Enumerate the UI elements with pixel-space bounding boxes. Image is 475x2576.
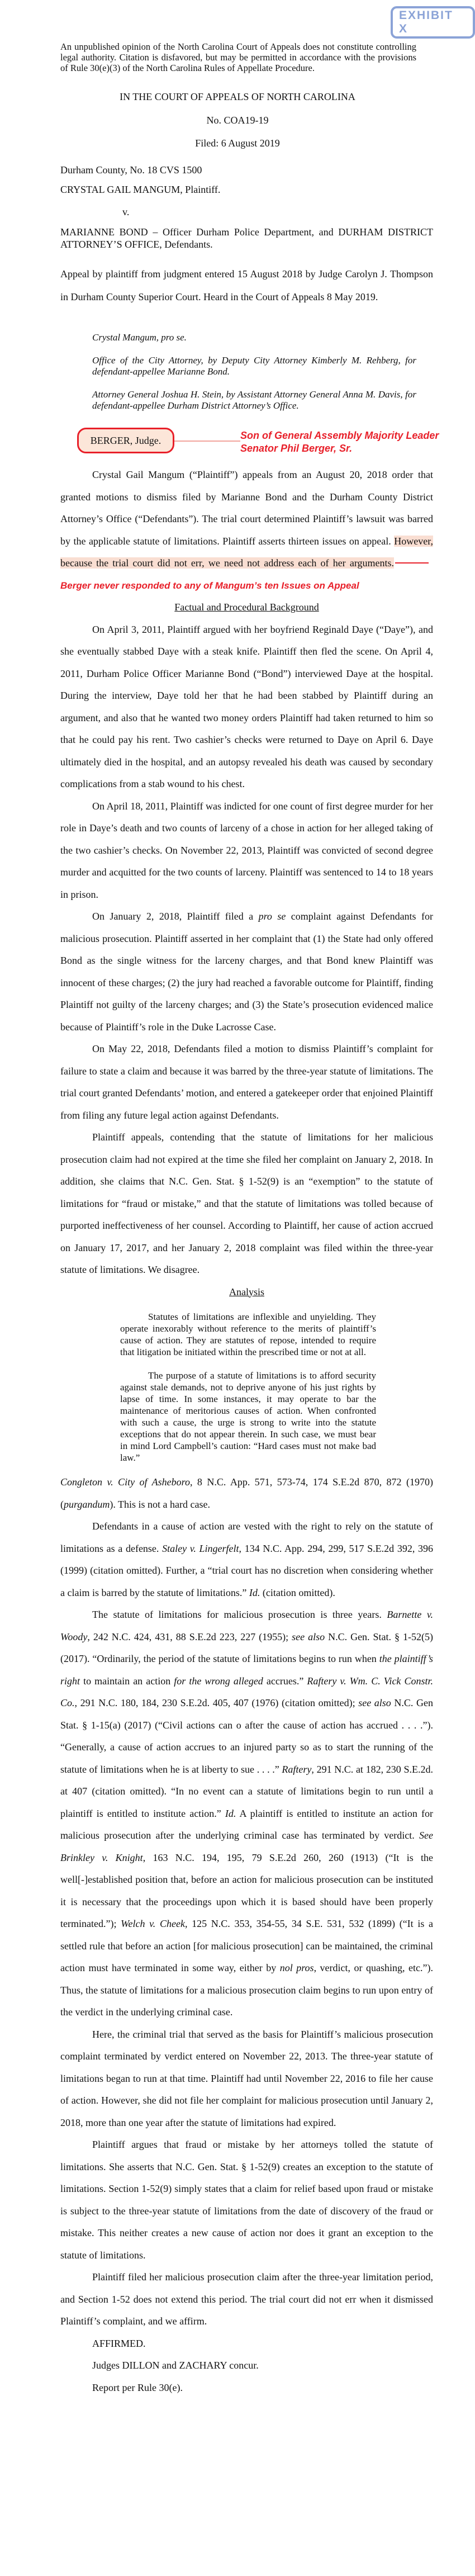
callout-line [174,441,240,442]
italic-text: pro se [258,911,286,922]
paragraph: Plaintiff argues that fraud or mistake by her attorneys tolled the statute of limitations. She asserts that N.C. Gen. Stat. § 1-52(9) creates an exception to the statute of limitations. Section 1-52(9) simply states that a claim for relief based upon fraud or mistake is subject to the three-year statute of limitations from the date of discovery of the fraud or mistake. This neither creates a new cause of action nor does it grant an exception to the statute of limitations. [60,2139,433,2261]
highlighted-text: However, because the trial court did not err, we need not address each of her arguments. [60,535,433,569]
judge-name: BERGER, Judge. [90,434,162,446]
paragraph: On January 2, 2018, Plaintiff filed a pro se complaint against Defendants for malicious prosecution. Plaintiff asserted in her complaint that (1) the State had only offered Bond as the single witness for the larceny charges, and that Bond knew Plaintiff was innocent of these charges; (2) the jury had reached a favorable outcome for Plaintiff, finding Plaintiff not guilty of the larceny charges; and (3) the State’s prosecution evidenced malice because of Plaintiff’s role in the Duke Lacrosse Case. [60,911,433,1033]
blockquote: The purpose of a statute of limitations is to afford security against stale demands, not to deprive anyone of his just rights by lapse of time. In some instances, it may operate to bar the maintenance of meritorious causes of action. When confronted with such a cause, the urge is strong to write into the statute exceptions that do not appear therein. In such case, we must bear in mind Lord Campbell’s caution: “Hard cases must not make bad law.” [120,1370,376,1463]
italic-text: Id. [225,1807,236,1819]
plaintiff-caption: CRYSTAL GAIL MANGUM, Plaintiff. [60,184,221,195]
unpublished-opinion-notice: An unpublished opinion of the North Carolina Court of Appeals does not constitute controlling legal authority. Citation is disfavored, but may be permitted in accordance with the provisions of Rule 30(e)(3) of the North Carolina Rules of Appellate Procedure. [60,41,416,73]
counsel-block [92,332,416,423]
counsel-entry: Office of the City Attorney, by Deputy City Attorney Kimberly M. Rehberg, for defendant-appellee Marianne Bond. [92,354,416,377]
italic-text: Barnette v. Woody [60,1609,433,1642]
judge-name-box [77,428,174,453]
closing-line: Report per Rule 30(e). [92,2381,183,2393]
callout-line [395,562,429,564]
versus-label: v. [122,206,130,217]
defendants-caption: MARIANNE BOND – Officer Durham Police Department, and DURHAM DISTRICT ATTORNEY’S OFFICE, Defendants. [60,226,433,250]
paragraph: On April 3, 2011, Plaintiff argued with her boyfriend Reginald Daye (“Daye”), and she eventually stabbed Daye with a steak knife. Plaintiff then fled the scene. On April 4, 2011, Durham Police Officer Marianne Bond (“Bond”) interviewed Daye at the hospital. During the interview, Daye told her that he had been stabbed by Plaintiff during an argument, and also that he wanted two money orders Plaintiff had taken returned to him so that he could pay his rent. Two cashier’s checks were returned to Daye on April 6. Daye ultimately died in the hospital, and an autopsy revealed his death was caused by secondary complications from a stab wound to his chest. [60,623,433,789]
italic-text: the plaintiff’s right [60,1653,434,1687]
paragraph: On May 22, 2018, Defendants filed a motion to dismiss Plaintiff’s complaint for failure to state a claim and because it was barred by the three-year statute of limitations. The trial court granted Defendants’ motion, and entered a gatekeeper order that enjoined Plaintiff from filing any future legal action against Defendants. [60,1043,433,1121]
italic-text: see also [358,1697,391,1708]
counsel-entry: Attorney General Joshua H. Stein, by Assistant Attorney General Anna M. Davis, for defendant-appellee Durham District Attorney’s Office. [92,389,416,411]
annotation-line: Son of General Assembly Majority Leader [240,430,439,441]
paragraph: Crystal Gail Mangum (“Plaintiff”) appeals from an August 20, 2018 order that granted motions to dismiss filed by Marianne Bond and the Durham County District Attorney’s Office (“Defendants”). The trial court determined Plaintiff’s lawsuit was barred by the applicable statute of limitations. Plaintiff asserts thirteen issues on appeal. However, because the trial court did not err, we need not address each of her arguments.Berger never responded to any of Mangum’s ten Issues on Appeal [60,469,433,591]
section-heading [60,596,433,619]
blockquote: Statutes of limitations are inflexible and unyielding. They operate inexorably without reference to the merits of plaintiff’s cause of action. They are statutes of repose, intended to require that litigation be initiated within the prescribed time or not at all. [120,1311,376,1357]
italic-text: Welch v. Cheek [121,1918,185,1929]
docket-number: No. COA19-19 [206,115,269,126]
paragraph: Plaintiff filed her malicious prosecution claim after the three-year limitation period, and Section 1-52 does not extend this period. The trial court did not err when it dismissed Plaintiff’s complaint, and we affirm. [60,2271,433,2327]
italic-text: Congleton v. City of Asheboro [60,1476,190,1488]
paragraph: Plaintiff appeals, contending that the statute of limitations for her malicious prosecution claim had not expired at the time she filed her complaint on January 2, 2018. In addition, she claims that N.C. Gen. Stat. § 1-52(9) is an “exemption” to the statute of limitations for “fraud or mistake,” and that the statute of limitations was tolled because of purported ineffectiveness of her counsel. According to Plaintiff, her cause of action accrued on January 17, 2017, and her January 2, 2018 complaint was filed within the three-year statute of limitations. We disagree. [60,1131,433,1275]
italic-text: See Brinkley v. Knight [60,1830,433,1863]
paragraph: Congleton v. City of Asheboro, 8 N.C. App. 571, 573-74, 174 S.E.2d 870, 872 (1970) (purgandum). This is not a hard case. [60,1476,433,1510]
annotation-line: Senator Phil Berger, Sr. [240,443,353,454]
heading-text: Analysis [229,1286,264,1298]
annotation-text: Berger never responded to any of Mangum’s ten Issues on Appeal [60,580,359,591]
paragraph: Defendants in a cause of action are vested with the right to rely on the statute of limitations as a defense. Staley v. Lingerfelt, 134 N.C. App. 294, 299, 517 S.E.2d 392, 396 (1999) (citation omitted). Further, a “trial court has no discretion when considering whether a claim is barred by the statute of limitations.” Id. (citation omitted). [60,1521,433,1598]
appeal-statement: Appeal by plaintiff from judgment entered 15 August 2018 by Judge Carolyn J. Thompson in Durham County Superior Court. Heard in the Court of Appeals 8 May 2019. [60,268,433,302]
italic-text: Raftery v. Wm. C. Vick Constr. Co. [60,1675,434,1708]
closing-line: AFFIRMED. [92,2337,146,2349]
italic-text: see also [292,1631,325,1642]
heading-text: Factual and Procedural Background [174,602,319,613]
closing-line: Judges DILLON and ZACHARY concur. [92,2360,259,2371]
italic-text: Staley v. Lingerfelt [162,1542,239,1554]
paragraph: Here, the criminal trial that served as the basis for Plaintiff’s malicious prosecution complaint terminated by verdict entered on November 22, 2013. The three-year statute of limitations began to run at that time. Plaintiff had until November 22, 2016 to file her cause of action. However, she did not file her complaint for malicious prosecution until January 2, 2018, more than one year after the statute of limitations had expired. [60,2028,433,2128]
italic-text: purgandum [64,1498,110,1510]
court-title: IN THE COURT OF APPEALS OF NORTH CAROLINA [120,91,355,102]
exhibit-stamp: EXHIBIT X [391,6,475,39]
paragraph: The statute of limitations for malicious prosecution is three years. Barnette v. Woody, 242 N.C. 424, 431, 88 S.E.2d 223, 227 (1955); see also N.C. Gen. Stat. § 1-52(5) (2017). “Ordinarily, the period of the statute of limitations begins to run when the plaintiff’s right to maintain an action for the wrong alleged accrues.” Raftery v. Wm. C. Vick Constr. Co., 291 N.C. 180, 184, 230 S.E.2d. 405, 407 (1976) (citation omitted); see also N.C. Gen Stat. § 1-15(a) (2017) (“Civil actions can o after the cause of action has accrued . . . .”). “Generally, a cause of action accrues to an injured party so as to start the running of the statute of limitations when he is at liberty to sue . . . .” Raftery, 291 N.C. at 182, 230 S.E.2d. at 407 (citation omitted). “In no event can a statute of limitations begin to run until a plaintiff is entitled to institute action.” Id. A plaintiff is entitled to institute an action for malicious prosecution after the underlying criminal case has terminated by verdict. See Brinkley v. Knight, 163 N.C. 194, 195, 79 S.E.2d 260, 260 (1913) (“It is the well[-]established position that, before an action for malicious prosecution can be instituted it is necessary that the proceedings upon which it is based should have been properly terminated.”); Welch v. Cheek, 125 N.C. 353, 354-55, 34 S.E. 531, 532 (1899) (“It is a settled rule that before an action [for malicious prosecution] can be maintained, the criminal action must have terminated in some way, either by nol pros, verdict, or quashing, etc.”). Thus, the statute of limitations for a malicious prosecution claim begins to run upon entry of the verdict in the underlying criminal case. [60,1609,434,2018]
annotation-text [240,429,439,455]
paragraph: On April 18, 2011, Plaintiff was indicted for one count of first degree murder for her role in Daye’s death and two counts of larceny of a chose in action for her alleged taking of the two cashier’s checks. On November 22, 2013, Plaintiff was convicted of second degree murder and acquitted for the two counts of larceny. Plaintiff was sentenced to 14 to 18 years in prison. [60,800,433,900]
section-heading [60,1281,433,1304]
italic-text: Id. [249,1587,260,1598]
italic-text: Raftery [282,1763,312,1775]
italic-text: nol pros [279,1962,314,1973]
counsel-entry: Crystal Mangum, pro se. [92,332,187,343]
italic-text: for the wrong alleged [174,1675,263,1687]
opinion-body [60,464,433,2399]
county-case-number: Durham County, No. 18 CVS 1500 [60,164,202,176]
filed-date: Filed: 6 August 2019 [195,138,280,149]
